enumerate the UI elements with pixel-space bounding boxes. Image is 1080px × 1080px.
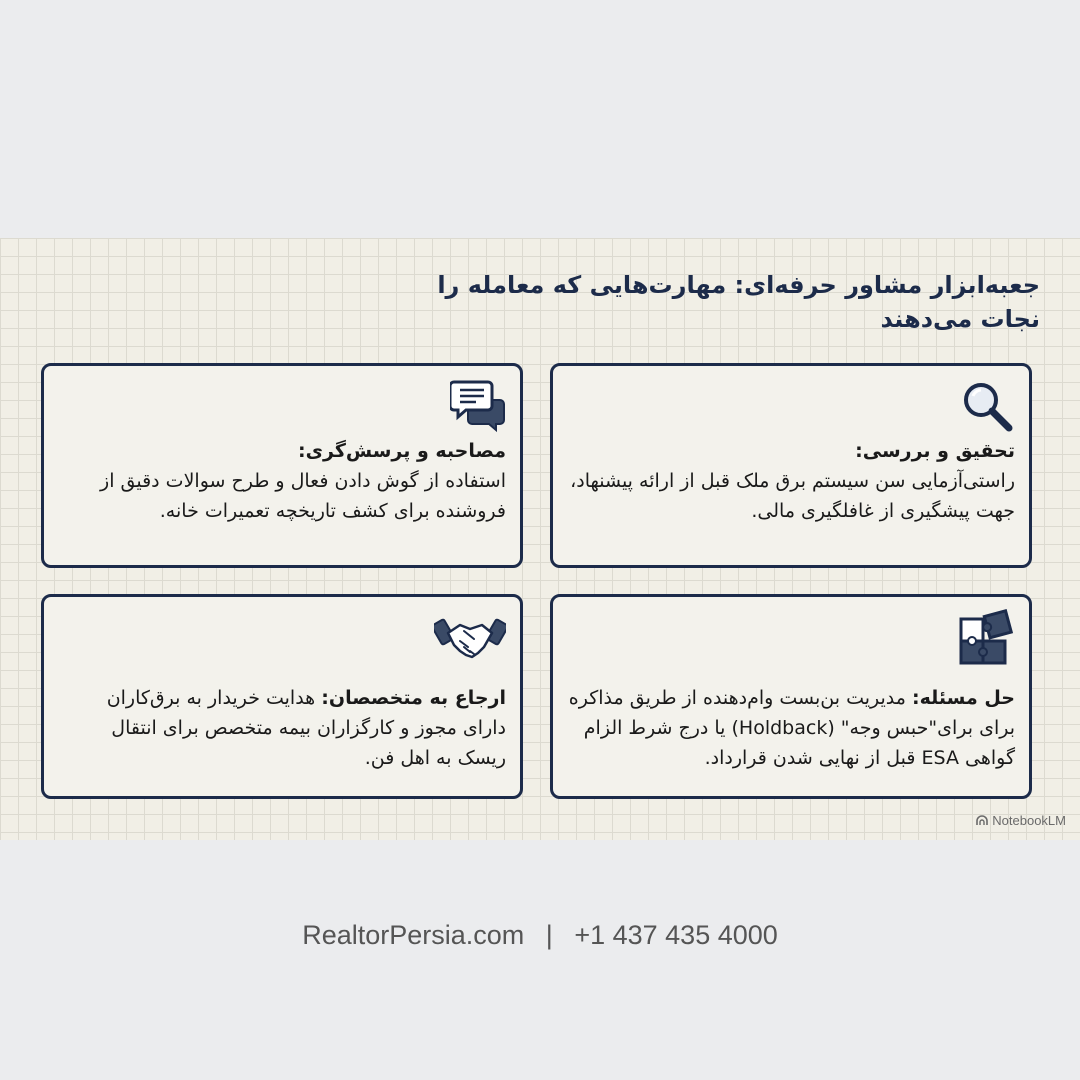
- watermark-text: NotebookLM: [992, 813, 1066, 828]
- card-body: استفاده از گوش دادن فعال و طرح سوالات دقیق از فروشنده برای کشف تاریخچه تعمیرات خانه.: [100, 470, 506, 522]
- card-body: راستی‌آزمایی سن سیستم برق ملک قبل از ارائه پیشنهاد، جهت پیشگیری از غافلگیری مالی.: [570, 470, 1015, 522]
- chat-bubbles-icon: [450, 378, 506, 434]
- notebooklm-watermark: [976, 813, 1066, 828]
- card-research: [550, 363, 1032, 568]
- card-interview: [41, 363, 523, 568]
- card-referral: [41, 594, 523, 799]
- footer-phone: +1 437 435 4000: [574, 920, 778, 950]
- card-title: ارجاع به متخصصان:: [321, 687, 506, 709]
- footer: [0, 920, 1080, 951]
- card-body: هدایت خریدار به برق‌کاران دارای مجوز و کارگزاران بیمه متخصص برای انتقال ریسک به اهل فن.: [106, 687, 506, 769]
- page-title: جعبه‌ابزار مشاور حرفه‌ای: مهارت‌هایی که معامله را نجات می‌دهند: [437, 271, 1040, 333]
- card-body: مدیریت بن‌بست وام‌دهنده از طریق مذاکره برای برای"حبس وجه" (Holdback) یا درج شرط الزام گواهی ESA قبل از نهایی شدن قرارداد.: [568, 687, 1015, 769]
- card-problem-solving: [550, 594, 1032, 799]
- footer-site: RealtorPersia.com: [302, 920, 525, 950]
- magnifier-icon: [959, 378, 1015, 434]
- card-title: تحقیق و بررسی:: [855, 440, 1015, 462]
- infographic-panel: [0, 238, 1080, 840]
- handshake-icon: [434, 609, 506, 665]
- footer-separator: |: [545, 920, 553, 950]
- notebooklm-logo-icon: [976, 814, 988, 826]
- card-title: مصاحبه و پرسش‌گری:: [297, 440, 506, 462]
- card-title: حل مسئله:: [912, 687, 1015, 709]
- puzzle-icon: [959, 609, 1015, 665]
